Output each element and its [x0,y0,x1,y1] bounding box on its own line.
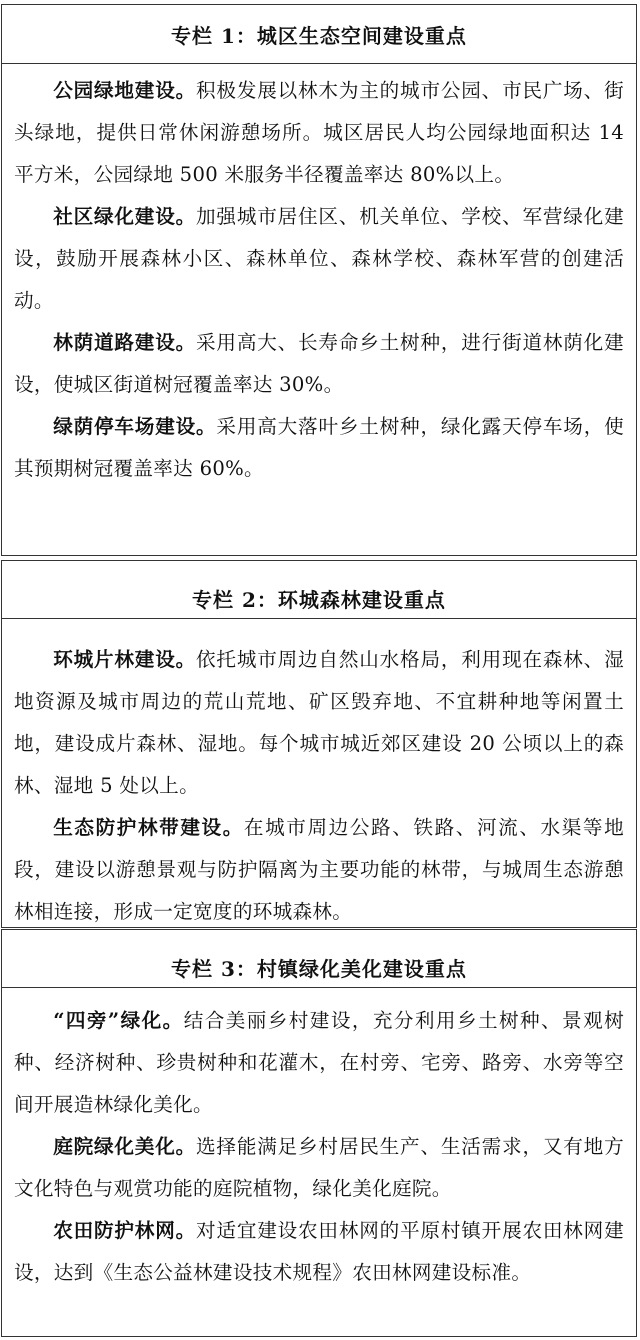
paragraph-text: 积极发展以林木为主的城市公园、市民广场、街头绿地，提供日常休闲游憩场所。城区居民人均公园绿地面积达 14 平方米，公园绿地 500 米服务半径覆盖率达 80%以上。 [14,79,624,186]
column-box-2 [1,560,637,928]
paragraph [14,1000,624,1126]
paragraph-text: 对适宜建设农田林网的平原村镇开展农田林网建设，达到《生态公益林建设技术规程》农田林网建设标准。 [14,1219,624,1284]
paragraph-text: 加强城市居住区、机关单位、学校、军营绿化建设，鼓励开展森林小区、森林单位、森林学校、森林军营的创建活动。 [14,205,624,312]
column-body [2,988,636,1294]
paragraph [14,196,624,322]
paragraph [14,1126,624,1210]
paragraph-heading: 林荫道路建设。 [53,331,197,354]
paragraph-heading: 社区绿化建设。 [53,205,197,228]
paragraph-text: 采用高大、长寿命乡土树种，进行街道林荫化建设，使城区街道树冠覆盖率达 30%。 [14,331,624,396]
paragraph [14,70,624,196]
paragraph [14,406,624,490]
paragraph-heading: 公园绿地建设。 [53,79,197,102]
paragraph-heading: 绿荫停车场建设。 [53,415,217,438]
column-title: 专栏 2：环城森林建设重点 [2,561,636,619]
paragraph [14,639,624,807]
paragraph [14,807,624,933]
column-box-3 [1,929,637,1337]
column-box-1 [1,4,637,556]
paragraph-heading: 生态防护林带建设。 [53,816,244,839]
column-title: 专栏 3：村镇绿化美化建设重点 [2,930,636,988]
paragraph-heading: “四旁”绿化。 [53,1009,184,1032]
paragraph-text: 在城市周边公路、铁路、河流、水渠等地段，建设以游憩景观与防护隔离为主要功能的林带，与城周生态游憩林相连接，形成一定宽度的环城森林。 [14,816,624,923]
paragraph [14,1210,624,1294]
paragraph-text: 选择能满足乡村居民生产、生活需求，又有地方文化特色与观赏功能的庭院植物，绿化美化庭院。 [14,1135,624,1200]
paragraph-text: 结合美丽乡村建设，充分利用乡土树种、景观树种、经济树种、珍贵树种和花灌木，在村旁、宅旁、路旁、水旁等空间开展造林绿化美化。 [14,1009,624,1116]
paragraph-heading: 农田防护林网。 [53,1219,197,1242]
column-body [2,64,636,490]
paragraph-heading: 庭院绿化美化。 [53,1135,197,1158]
paragraph [14,322,624,406]
paragraph-heading: 环城片林建设。 [53,648,197,671]
paragraph-text: 采用高大落叶乡土树种，绿化露天停车场，使其预期树冠覆盖率达 60%。 [14,415,624,480]
column-title: 专栏 1：城区生态空间建设重点 [2,5,636,64]
column-body [2,619,636,933]
paragraph-text: 依托城市周边自然山水格局，利用现在森林、湿地资源及城市周边的荒山荒地、矿区毁弃地、不宜耕种地等闲置土地，建设成片森林、湿地。每个城市城近郊区建设 20 公顷以上的森林、湿地 5 处以上。 [14,648,624,797]
